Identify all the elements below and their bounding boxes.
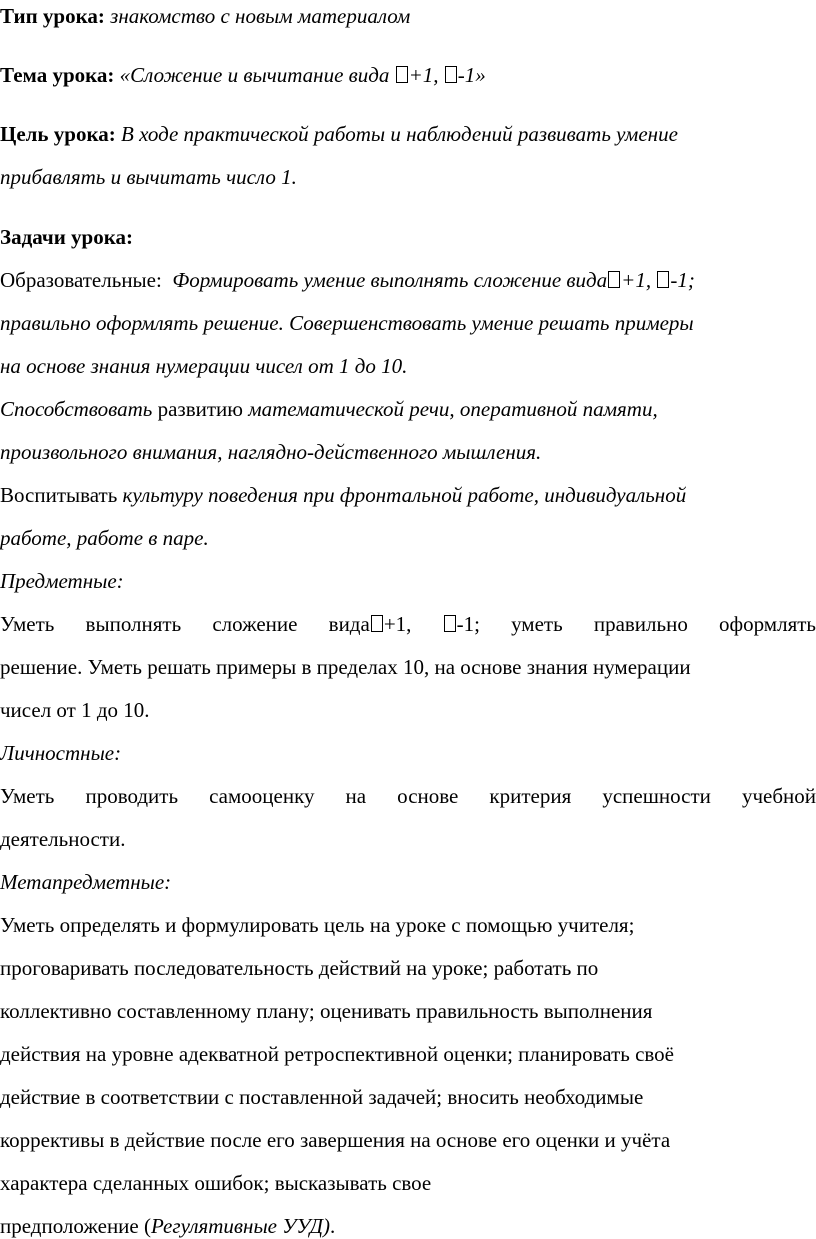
- lesson-goal-label: Цель урока:: [0, 122, 116, 146]
- metasubject-line-3: коллективно составленному плану; оценивать правильность выполнения: [0, 999, 653, 1023]
- upbringing-line-1: [0, 483, 686, 508]
- subject-text-1c: -1; уметь правильно оформлять: [456, 612, 816, 636]
- personal-line-2: деятельности.: [0, 827, 126, 851]
- personal-line-1: Уметь проводить самооценку на основе критерия успешности учебной: [0, 784, 816, 808]
- developmental-line-1: [0, 397, 658, 422]
- placeholder-box-icon: [608, 271, 620, 288]
- upbringing-line-2: работе, работе в паре.: [0, 526, 209, 550]
- educational-text-1a: Формировать умение выполнять сложение вида: [172, 268, 608, 292]
- lesson-topic-minus: -1»: [457, 63, 486, 87]
- placeholder-box-icon: [371, 615, 383, 632]
- subject-line-1: [0, 612, 816, 637]
- subject-label: Предметные:: [0, 569, 124, 593]
- developmental-line-2: произвольного внимания, наглядно-действенного мышления.: [0, 440, 542, 464]
- lesson-goal-text-1: В ходе практической работы и наблюдений развивать умение: [121, 122, 678, 146]
- personal-label: Личностные:: [0, 741, 122, 765]
- placeholder-box-icon: [657, 271, 669, 288]
- subject-text-1a: Уметь выполнять сложение вида: [0, 612, 370, 636]
- metasubject-line-7: характера сделанных ошибок; высказывать свое: [0, 1171, 432, 1195]
- metasubject-line-4: действия на уровне адекватной ретроспективной оценки; планировать своё: [0, 1042, 674, 1066]
- placeholder-box-icon: [444, 615, 456, 632]
- lesson-topic-plus: +1,: [408, 63, 444, 87]
- educational-line-2: правильно оформлять решение. Совершенствовать умение решать примеры: [0, 311, 694, 335]
- metasubject-line-1: Уметь определять и формулировать цель на уроке с помощью учителя;: [0, 913, 635, 937]
- upbringing-text-1: культуру поведения при фронтальной работе, индивидуальной: [122, 483, 687, 507]
- metasubject-text-8c: .: [330, 1214, 336, 1238]
- placeholder-box-icon: [396, 66, 408, 83]
- lesson-topic-value: [120, 63, 486, 87]
- lesson-goal-line-2: прибавлять и вычитать число 1.: [0, 165, 297, 189]
- metasubject-line-8: [0, 1214, 335, 1239]
- educational-label: Образовательные:: [0, 268, 162, 292]
- lesson-goal-line-1: [0, 122, 678, 147]
- metasubject-label: Метапредметные:: [0, 870, 172, 894]
- tasks-heading: Задачи урока:: [0, 225, 134, 249]
- placeholder-box-icon: [445, 66, 457, 83]
- developmental-text-1: математической речи, оперативной памяти,: [248, 397, 658, 421]
- subject-line-3: чисел от 1 до 10.: [0, 698, 150, 722]
- metasubject-text-8b: Регулятивные УУД): [150, 1214, 331, 1238]
- educational-text-1c: -1;: [670, 268, 695, 292]
- educational-line-3: на основе знания нумерации чисел от 1 до 10.: [0, 354, 408, 378]
- developmental-word-2: развитию: [152, 397, 249, 421]
- lesson-type-label: Тип урока:: [0, 4, 105, 28]
- lesson-topic-text-open: «Сложение и вычитание вида: [119, 63, 395, 87]
- educational-line-1: [0, 268, 695, 293]
- lesson-type-value: знакомство с новым материалом: [110, 4, 411, 28]
- metasubject-line-2: проговаривать последовательность действий на уроке; работать по: [0, 956, 599, 980]
- metasubject-text-8a: предположение (: [0, 1214, 151, 1238]
- educational-text-1b: +1,: [621, 268, 657, 292]
- lesson-type-line: [0, 4, 410, 29]
- educational-text-1: [172, 268, 695, 292]
- developmental-word-1: Способствовать: [0, 397, 153, 421]
- metasubject-line-5: действие в соответствии с поставленной задачей; вносить необходимые: [0, 1085, 644, 1109]
- metasubject-line-6: коррективы в действие после его завершения на основе его оценки и учёта: [0, 1128, 671, 1152]
- subject-line-2: решение. Уметь решать примеры в пределах 10, на основе знания нумерации: [0, 655, 691, 679]
- upbringing-word: Воспитывать: [0, 483, 123, 507]
- lesson-topic-line: [0, 63, 486, 88]
- subject-text-1b: +1,: [383, 612, 443, 636]
- lesson-topic-label: Тема урока:: [0, 63, 115, 87]
